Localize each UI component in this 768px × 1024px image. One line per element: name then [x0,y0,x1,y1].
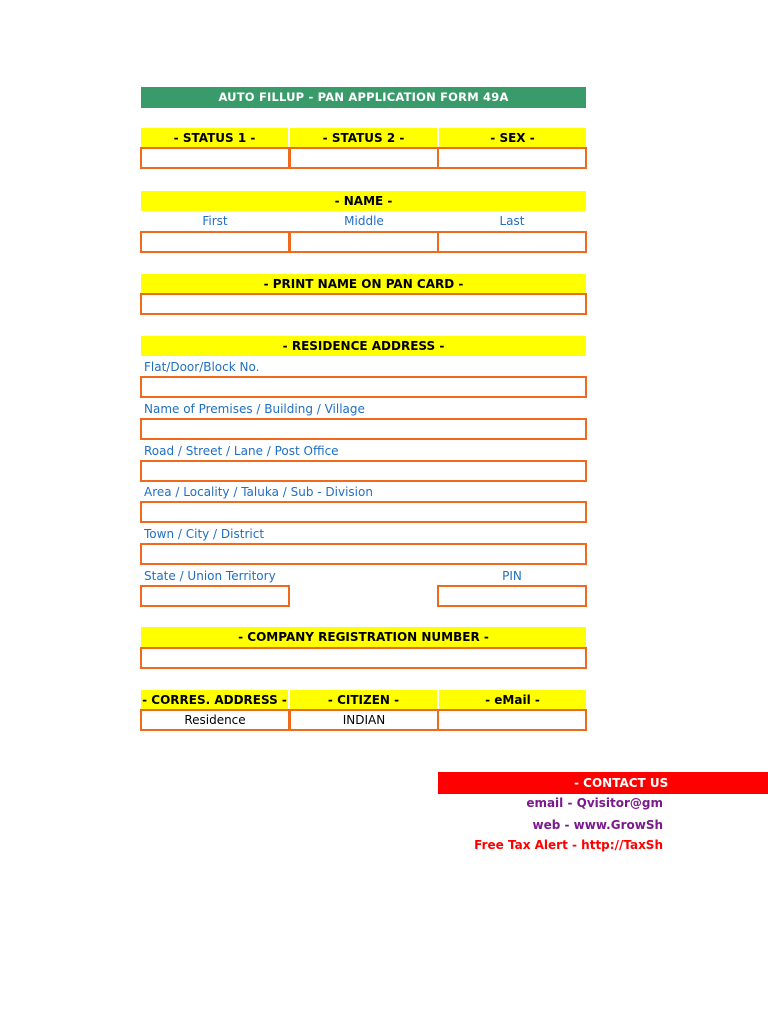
flat-field[interactable] [140,376,587,398]
first-name-field[interactable] [140,231,290,253]
middle-name-label: Middle [344,214,384,228]
company-field[interactable] [140,647,587,669]
citizen-header: - CITIZEN - [290,690,437,710]
form-title: AUTO FILLUP - PAN APPLICATION FORM 49A [141,87,586,108]
contact-email-wrap [438,794,663,812]
corres-header: - CORRES. ADDRESS - [141,690,288,710]
premises-field[interactable] [140,418,587,440]
email-field[interactable] [437,709,587,731]
status1-field[interactable] [140,147,290,169]
sex-header: - SEX - [439,128,586,148]
town-label: Town / City / District [144,527,265,541]
status2-field[interactable] [289,147,439,169]
area-label: Area / Locality / Taluka / Sub - Division [144,485,373,499]
road-label: Road / Street / Lane / Post Office [144,444,339,458]
citizen-field[interactable]: INDIAN [289,709,439,731]
last-name-field[interactable] [437,231,587,253]
state-label: State / Union Territory [144,569,276,583]
flat-label: Flat/Door/Block No. [144,360,260,374]
road-field[interactable] [140,460,587,482]
email-header: - eMail - [439,690,586,710]
contact-header: - CONTACT US [438,772,768,794]
contact-alert-wrap [400,836,663,854]
first-name-label: First [202,214,228,228]
town-field[interactable] [140,543,587,565]
contact-alert[interactable]: Free Tax Alert - http://TaxSh [474,838,663,852]
print-name-header: - PRINT NAME ON PAN CARD - [141,274,586,294]
contact-web-wrap [438,816,663,834]
premises-label: Name of Premises / Building / Village [144,402,365,416]
sex-field[interactable] [437,147,587,169]
residence-header: - RESIDENCE ADDRESS - [141,336,586,356]
middle-name-field[interactable] [289,231,439,253]
print-name-field[interactable] [140,293,587,315]
status2-header: - STATUS 2 - [290,128,437,148]
state-field[interactable] [140,585,290,607]
corres-field[interactable]: Residence [140,709,290,731]
last-name-label: Last [499,214,525,228]
pin-field[interactable] [437,585,587,607]
name-header: - NAME - [141,191,586,211]
status1-header: - STATUS 1 - [141,128,288,148]
company-header: - COMPANY REGISTRATION NUMBER - [141,627,586,647]
contact-web[interactable]: web - www.GrowSh [532,818,663,832]
area-field[interactable] [140,501,587,523]
pin-label: PIN [502,569,522,583]
contact-email[interactable]: email - Qvisitor@gm [526,796,663,810]
